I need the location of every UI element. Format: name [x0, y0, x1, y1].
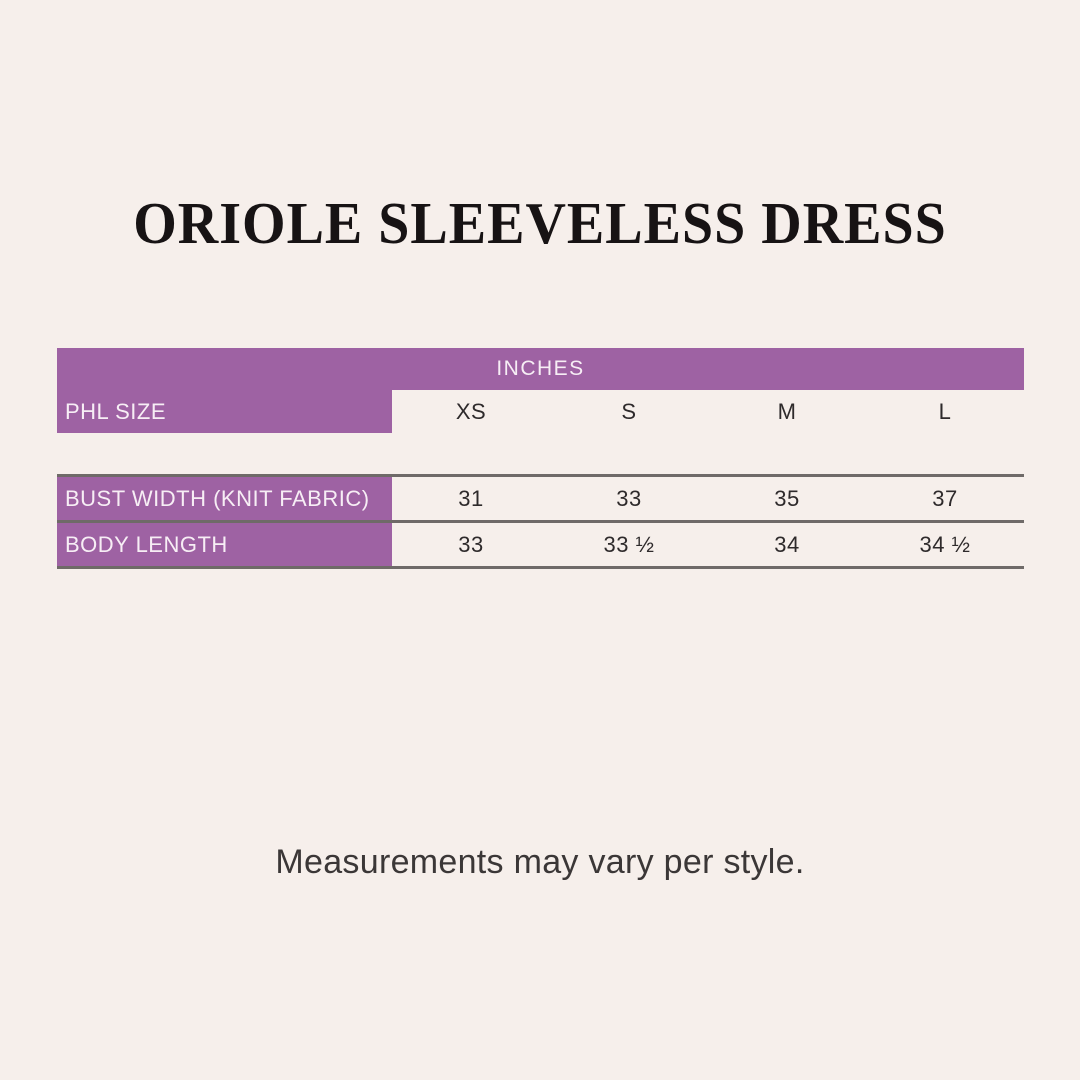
cell-value: 33	[458, 531, 484, 557]
table-row-bust-width	[57, 477, 1024, 520]
size-label-l: L	[938, 398, 952, 424]
size-label-m: M	[777, 398, 797, 424]
footnote-text: Measurements may vary per style.	[275, 843, 805, 881]
page-title: ORIOLE SLEEVELESS DRESS	[133, 191, 947, 257]
cell-value: 33	[616, 485, 642, 511]
cell-value: 37	[932, 485, 958, 511]
table-row-body-length	[57, 520, 1024, 566]
cell-value: 35	[774, 485, 800, 511]
unit-header-row	[57, 348, 1024, 390]
unit-header-label: INCHES	[496, 357, 585, 380]
cell-value: 31	[458, 485, 484, 511]
cell-value: 34 ½	[919, 531, 971, 557]
cell-value: 34	[774, 531, 800, 557]
row-header-phl-size: PHL SIZE	[57, 390, 392, 433]
table-gap	[57, 433, 1024, 474]
row-label: BUST WIDTH (KNIT FABRIC)	[57, 477, 392, 520]
measurement-rows	[57, 474, 1024, 569]
size-label-s: S	[621, 398, 637, 424]
size-table	[57, 348, 1024, 569]
row-label: BODY LENGTH	[57, 523, 392, 566]
size-label-xs: XS	[455, 398, 487, 424]
cell-value: 33 ½	[603, 531, 655, 557]
size-header-row	[57, 390, 1024, 433]
